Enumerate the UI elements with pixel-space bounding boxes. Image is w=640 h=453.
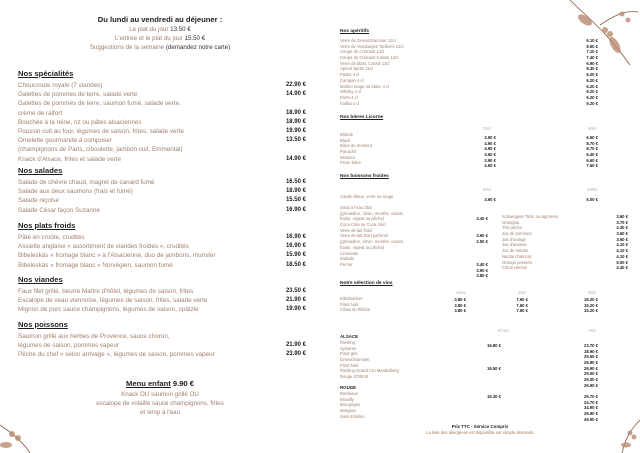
cold-drink-name: Jus d'ananas <box>502 242 527 248</box>
menu-item-price: 15.90 € <box>285 252 306 259</box>
menu-item <box>18 341 306 350</box>
aperitif-name-list <box>340 38 403 106</box>
cold-drink-name: Schweppes Tonic ou agrumes <box>502 214 558 219</box>
menu-item <box>18 118 306 127</box>
col-header: 100cl <box>586 187 597 192</box>
beer-price-25cl: 4.90 € <box>484 140 496 146</box>
wine-price-75cl: 29.00 € <box>584 377 598 383</box>
wine-price-glass: 3.80 € <box>454 297 466 302</box>
menu-item-name: Galettes de pommes de terre, saumon fumé, salade verte, <box>18 100 181 108</box>
wine-price-75cl: 26.90 € <box>584 365 598 371</box>
menu-item-name: Escalope de veau viennoise, légumes de saison, frites, salade verte <box>18 297 208 305</box>
aperitif-name: Coupe de Crémant 12cl <box>340 49 385 55</box>
kids-menu-line: escalope de volaille sauce champignons, frites <box>96 400 224 407</box>
cold-drink-price: 3.60 € <box>476 233 488 239</box>
wine-price-25cl: 7.60 € <box>516 297 528 302</box>
beer-price-25cl: 4.90 € <box>484 146 496 152</box>
col-header: 50cl <box>483 187 491 192</box>
section-title: Nos viandes <box>18 275 63 284</box>
beer-price-25cl-list <box>460 135 496 169</box>
wine-price-75cl: 26.90 € <box>584 411 598 417</box>
menu-item-name: Knack d'Alsace, frites et salade verte <box>18 155 122 163</box>
cold-drink-name: Thé pêche <box>502 225 522 231</box>
lunch-header <box>0 14 320 52</box>
menu-item <box>18 296 306 305</box>
menu-item <box>18 251 306 260</box>
wine-price-75cl: 24.70 € <box>584 399 598 405</box>
menu-item-price: 18.90 € <box>285 188 306 195</box>
wine-name-list <box>340 296 370 313</box>
menu-item <box>18 99 306 108</box>
cold-drink-name: Diabolo <box>340 256 355 262</box>
beer-name: Panaché <box>340 149 357 155</box>
beer-price-50cl: 6.60 € <box>586 157 598 163</box>
menu-item-price: 16.90 € <box>285 234 306 240</box>
section-salades <box>18 165 306 215</box>
beer-price-25cl: 3.90 € <box>484 157 496 163</box>
aperitif-name: Martini rouge ou blanc 4 cl <box>340 83 390 89</box>
cold-drink-price: 3.90 € <box>476 267 488 273</box>
section-viandes <box>18 274 306 315</box>
cold-drink-name: (grenadine, citron, menthe, cassis, <box>340 239 405 245</box>
menu-item-price: 16.50 € <box>285 179 306 185</box>
cold-drink-name-list <box>340 205 404 268</box>
wine-price-50cl: 15.20 € <box>584 297 598 302</box>
lunch-line-price: 15.50 € <box>184 35 206 42</box>
lunch-line-text: L'entrée et le plat du jour <box>114 35 183 42</box>
menu-item-price: 19.90 € <box>285 128 306 135</box>
cold-drink-price: 4.30 € <box>616 225 628 231</box>
col-header: Verre <box>455 290 466 295</box>
aperitif-price: 8.60 € <box>586 43 598 49</box>
kids-menu-line: Knack OU saumon grillé OU <box>121 391 199 398</box>
wine-price-50cl: 15.20 € <box>584 302 598 308</box>
cold-drink-name: Orangina <box>502 219 520 225</box>
cold-drink-name: fraise, orgeat ou pêche) <box>340 244 385 250</box>
menu-item-price: 18.50 € <box>285 261 306 268</box>
menu-item-price: 22.90 € <box>285 82 306 88</box>
carafe-price-100cl: 6.00 € <box>586 197 598 202</box>
cold-drink-name: Jus de tomate <box>502 248 529 254</box>
aperitif-name: Pastis 4 cl <box>340 72 360 78</box>
menu-item <box>18 90 306 99</box>
wine-name: Saint-Emilion <box>340 413 365 419</box>
menu-item <box>18 305 306 314</box>
cold-drink-name: Coca Cola ou Coca zéro <box>340 222 386 228</box>
col-header: 25cl <box>518 290 526 295</box>
menu-item-name: Salade aux deux saumons (frais et fumé) <box>18 188 133 196</box>
aperitif-price: 6.20 € <box>586 83 598 89</box>
wine-price-50cl-list <box>562 297 598 314</box>
wine-name: Margaux <box>340 408 357 414</box>
alsace-title: ALSACE <box>340 334 359 339</box>
cold-drink-price-list <box>455 205 488 279</box>
aperitif-price: 6.90 € <box>586 60 598 66</box>
cold-drink-price: 3.40 € <box>476 216 488 222</box>
aperitif-price-list <box>560 38 598 106</box>
menu-item-price: 21.90 € <box>285 342 306 349</box>
menu-item <box>18 81 306 90</box>
wine-price-75cl: 26.90 € <box>584 360 598 366</box>
cold-drink-price: 3.40 € <box>476 261 488 267</box>
lunch-line <box>0 25 320 34</box>
aperitif-price: 8.30 € <box>586 66 598 72</box>
beer-price-25cl: 3.60 € <box>484 152 496 158</box>
wine-price-glass: 3.80 € <box>454 308 466 314</box>
menu-item <box>18 109 306 118</box>
aperitif-price: 6.20 € <box>586 77 598 83</box>
col-header: 37,5cl <box>497 328 509 333</box>
kids-menu <box>0 378 320 417</box>
cold-drink-name: Citron pressé <box>502 265 527 271</box>
wine-name: Côtes du Rhône <box>340 307 371 313</box>
menu-item <box>18 187 306 196</box>
wine-name: Bourgogne <box>340 402 361 408</box>
col-header: 75cl <box>588 328 596 333</box>
beer-name: Black <box>340 137 351 143</box>
menu-item-price: 19.90 € <box>285 306 306 313</box>
wine-price-glass: 3.80 € <box>454 302 466 308</box>
menu-item-name: Pâté en croûte, crudités <box>18 234 85 241</box>
rouge-title: ROUGE <box>340 385 357 390</box>
col-header: 50cl <box>588 126 596 131</box>
aperitif-name: Porto 4 cl <box>340 94 358 100</box>
menu-item-name: Omelette gourmande à composer <box>18 137 112 145</box>
cold-drink-price: 4.10 € <box>616 253 628 259</box>
aperitif-price: 6.20 € <box>586 94 598 100</box>
col-header: 50cl <box>588 290 596 295</box>
cold-drink-name: Orange pressée <box>502 259 533 265</box>
menu-item-name: Saumon grillé aux herbes de Provence, sauce choron, <box>18 333 170 340</box>
cold-drink-price: 2.50 € <box>476 239 488 245</box>
menu-item-name: Choucroute royale (7 viandes) <box>18 82 103 89</box>
aperitif-name: Coupe de Crémant Cassis 12cl <box>340 55 398 61</box>
beer-name: Blonde <box>340 132 354 137</box>
menu-item-name: Bouchée à la reine, riz ou pâtes alsaciennes <box>18 118 142 126</box>
menu-item-price: 14.90 € <box>285 91 306 98</box>
section-specialites <box>18 68 306 164</box>
menu-item <box>18 332 306 341</box>
menu-item-price: 13.50 € <box>285 137 306 144</box>
beer-name: Monaco <box>340 154 355 160</box>
cold-drink-name: Sirop à l'eau 25cl <box>340 205 372 210</box>
aperitif-price: 6.20 € <box>586 72 598 78</box>
cold-drink-name: Verre de lait froid <box>340 227 372 233</box>
menu-item <box>18 178 306 187</box>
wine-name: Pinot Noir <box>340 301 359 307</box>
cold-drink-name: fraise, orgeat ou pêche) <box>340 216 385 222</box>
wine-name: Rouge d'Ottrott <box>340 374 369 380</box>
aperitif-price: 9.20 € <box>586 100 598 106</box>
wine-name: Sylvaner <box>340 345 357 351</box>
menu-item <box>18 127 306 136</box>
cold-drink-price: 5.00 € <box>616 259 628 265</box>
lunch-line-text: Suggestions de la semaine <box>89 44 165 51</box>
lunch-line <box>0 34 320 43</box>
menu-item <box>18 155 306 164</box>
menu-item-price: 15.50 € <box>285 197 306 204</box>
menu-item-price: 18.90 € <box>285 109 306 116</box>
aperitif-name: Verre de Gewurztraminer 12cl <box>340 38 396 43</box>
beer-price-50cl: 8.70 € <box>586 146 598 152</box>
cold-drink-name: Verre de lait froid parfumé <box>340 233 389 239</box>
carafe-name: Carafe bleue, verte ou rouge <box>340 194 394 199</box>
lunch-line-price: 13.50 € <box>170 26 191 33</box>
section-title: Nos plats froids <box>18 221 76 230</box>
cold-drink-name: Nectar d'abricot <box>502 253 532 259</box>
menu-item-name: Faux filet grillé, beurre Maître d'hôtel, légumes de saison, frites <box>18 288 194 295</box>
section-title: Nos salades <box>18 166 63 175</box>
wine-price-37cl: 16.80 € <box>487 343 501 348</box>
cold-drink-price: 4.40 € <box>616 265 628 271</box>
aperitifs-section <box>340 28 369 35</box>
wine-price-75cl: 25.50 € <box>584 354 598 360</box>
wine-price-glass-list <box>430 297 466 314</box>
beer-price-50cl: 6.40 € <box>586 152 598 158</box>
carafe-price-list <box>460 197 496 203</box>
cold-drink-name: Perrier <box>340 261 353 267</box>
wine-price-75cl: 26.70 € <box>584 394 598 399</box>
menu-item-name: Mignon de porc sauce champignons, légumes de saison, spätzle <box>18 306 199 314</box>
menu-item-name: Galettes de pommes de terre, salade verte <box>18 91 138 99</box>
wine-name: Pinot Noir <box>340 362 359 368</box>
section-poissons <box>18 319 306 360</box>
wine-name-list <box>340 340 399 380</box>
wine-name: Gewurztraminer <box>340 357 370 363</box>
menu-item <box>18 233 306 242</box>
wine-price-25cl-list <box>492 297 528 314</box>
wine-price-75cl-list <box>562 394 598 422</box>
beer-price-50cl: 8.70 € <box>586 140 598 146</box>
lunch-line-text: Le plat du jour <box>129 26 169 33</box>
menu-item-name: Pêche du chef « selon arrivage », légumes de saison, pommes vapeur <box>18 351 215 359</box>
menu-item-price: 16.90 € <box>285 243 306 250</box>
lunch-line <box>0 43 320 52</box>
menu-item-name: (champignons de Paris, ciboulette, jambon cuit, Emmental) <box>18 146 183 154</box>
menu-item <box>18 196 306 205</box>
beer-price-25cl: 3.90 € <box>484 135 496 140</box>
menu-item-name: crème de raifort <box>18 109 63 117</box>
cold-drink-price: 3.60 € <box>616 231 628 237</box>
aperitif-name: Verre de Vendanges Tardives 12cl <box>340 43 404 49</box>
menu-item-name: Assiette anglaise « assortiment de viandes froides », crudités <box>18 243 189 251</box>
wine-name: Riesling <box>340 340 355 345</box>
beers-title: Nos bières Licorne <box>340 115 384 120</box>
wine-price-25cl: 7.60 € <box>516 308 528 314</box>
menu-item-name: Salade niçoise <box>18 197 59 205</box>
beer-name: Bière du moment <box>340 143 372 149</box>
wine-price-50cl: 15.20 € <box>584 308 598 314</box>
footer <box>330 424 630 436</box>
aperitif-price: 6.10 € <box>586 38 598 43</box>
footer-allergens-note: La liste des allergènes est disponible sur simple demande <box>426 430 534 435</box>
carafe-price-50cl: 3.60 € <box>484 197 496 202</box>
carafe-list <box>340 194 393 200</box>
cold-drink-price: 3.60 € <box>616 214 628 219</box>
cold-drink-price: 3.70 € <box>616 219 628 225</box>
kids-menu-line: et sirop à l'eau <box>139 409 181 416</box>
wine-name: Riesling Grand Cru Mandelberg <box>340 368 399 374</box>
menu-item-price: 14.90 € <box>285 155 306 162</box>
wine-price-37cl-list <box>465 343 501 371</box>
cold-drink-name: (grenadine, citron, menthe, cassis, <box>340 210 405 216</box>
lunch-title: Du lundi au vendredi au déjeuner : <box>97 15 223 24</box>
menu-item-name: légumes de saison, pommes vapeur <box>18 342 120 350</box>
aperitif-name: Verre de blanc Cassis 12cl <box>340 60 390 66</box>
cold-drink-price-list <box>595 214 628 271</box>
lunch-line-price: (demandez notre carte) <box>165 44 231 51</box>
aperitif-price: 9.20 € <box>586 89 598 95</box>
carafe-price-list <box>562 197 598 203</box>
cold-drink-name: Jus d'orange <box>502 236 526 242</box>
menu-item-price: 18.90 € <box>285 118 306 125</box>
menu-item-price: 16.90 € <box>285 206 306 213</box>
wine-name: Edelzwicker <box>340 296 363 301</box>
aperitif-name: Whisky 4 cl <box>340 89 362 95</box>
menu-item <box>18 261 306 270</box>
wine-name: Pinot gris <box>340 351 358 357</box>
cold-drink-name: Limonade <box>340 250 359 256</box>
menu-item-price: 23.50 € <box>285 288 306 294</box>
wine-price-37cl: 16.50 € <box>487 365 501 371</box>
aperitif-name: Campari 4 cl <box>340 77 364 83</box>
wines-title: Notre sélection de vins <box>340 281 393 286</box>
menu-item-price: 23.90 € <box>285 351 306 358</box>
wine-price-75cl: 23.70 € <box>584 343 598 348</box>
footer-prices-note: Prix TTC - Service Compris <box>451 424 509 429</box>
kids-menu-title: Menu enfant <box>126 379 171 388</box>
cold-drinks-title: Nos boissons froides <box>340 174 389 179</box>
cold-drink-price: 4.10 € <box>616 248 628 254</box>
wine-price-75cl: 49.90 € <box>584 416 598 422</box>
beer-name-list <box>340 132 372 166</box>
col-header: 25cl <box>483 126 491 131</box>
menu-item <box>18 206 306 215</box>
aperitif-price: 7.40 € <box>586 55 598 61</box>
menu-item-name: Salade César façon Suzanne <box>18 206 100 214</box>
menu-item-price: 21.90 € <box>285 297 306 304</box>
aperitif-name: Vodka 4 cl <box>340 100 360 106</box>
menu-item-name: Salade de chèvre chaud, magret de canard fumé <box>18 179 155 186</box>
aperitifs-title: Nos apéritifs <box>340 29 370 34</box>
wine-price-25cl: 7.60 € <box>516 302 528 308</box>
beer-price-50cl: 7.60 € <box>586 163 598 169</box>
wine-price-37cl: 16.30 € <box>487 394 501 399</box>
cold-drink-price: 3.60 € <box>616 236 628 242</box>
wine-name: Bordeaux <box>340 391 358 396</box>
beer-price-25cl: 4.60 € <box>484 163 496 169</box>
kids-menu-price: 9.90 € <box>172 379 194 388</box>
menu-item-name: Poussin cuit au four, légumes de saison, frites, salade verte <box>18 128 184 136</box>
section-title: Nos poissons <box>18 320 68 329</box>
wine-price-75cl-list <box>562 343 598 389</box>
menu-item <box>18 145 306 154</box>
wine-price-75cl: 26.90 € <box>584 382 598 388</box>
beer-name: Picon bière <box>340 160 361 166</box>
aperitif-name: Apérol Spritz 15cl <box>340 66 373 72</box>
menu-item-name: Bibeleskäs « fromage blanc » Norvégien, saumon fumé <box>18 261 173 269</box>
menu-item <box>18 287 306 296</box>
menu-item <box>18 350 306 359</box>
section-title: Nos spécialités <box>18 69 74 78</box>
menu-item <box>18 136 306 145</box>
wine-price-75cl: 34.90 € <box>584 405 598 411</box>
menu-item-name: Bibeleskäs « fromage blanc » à l'Alsacienne, duo de jambons, munster <box>18 252 216 260</box>
beer-price-50cl-list <box>562 135 598 169</box>
beer-price-50cl: 6.60 € <box>586 135 598 140</box>
wine-name-list <box>340 391 365 419</box>
cold-drink-name-list <box>502 214 558 271</box>
wine-name: Brouilly <box>340 396 354 402</box>
wine-price-75cl: 18.90 € <box>584 348 598 354</box>
menu-item <box>18 242 306 251</box>
cold-drink-price: 4.10 € <box>616 242 628 248</box>
wine-price-37cl-list <box>465 394 501 400</box>
wine-price-75cl: 29.00 € <box>584 371 598 377</box>
cold-drink-price: 3.80 € <box>476 273 488 279</box>
aperitif-price: 7.10 € <box>586 49 598 55</box>
section-plats-froids <box>18 220 306 270</box>
cold-drink-name: Jus de pommes <box>502 231 532 237</box>
